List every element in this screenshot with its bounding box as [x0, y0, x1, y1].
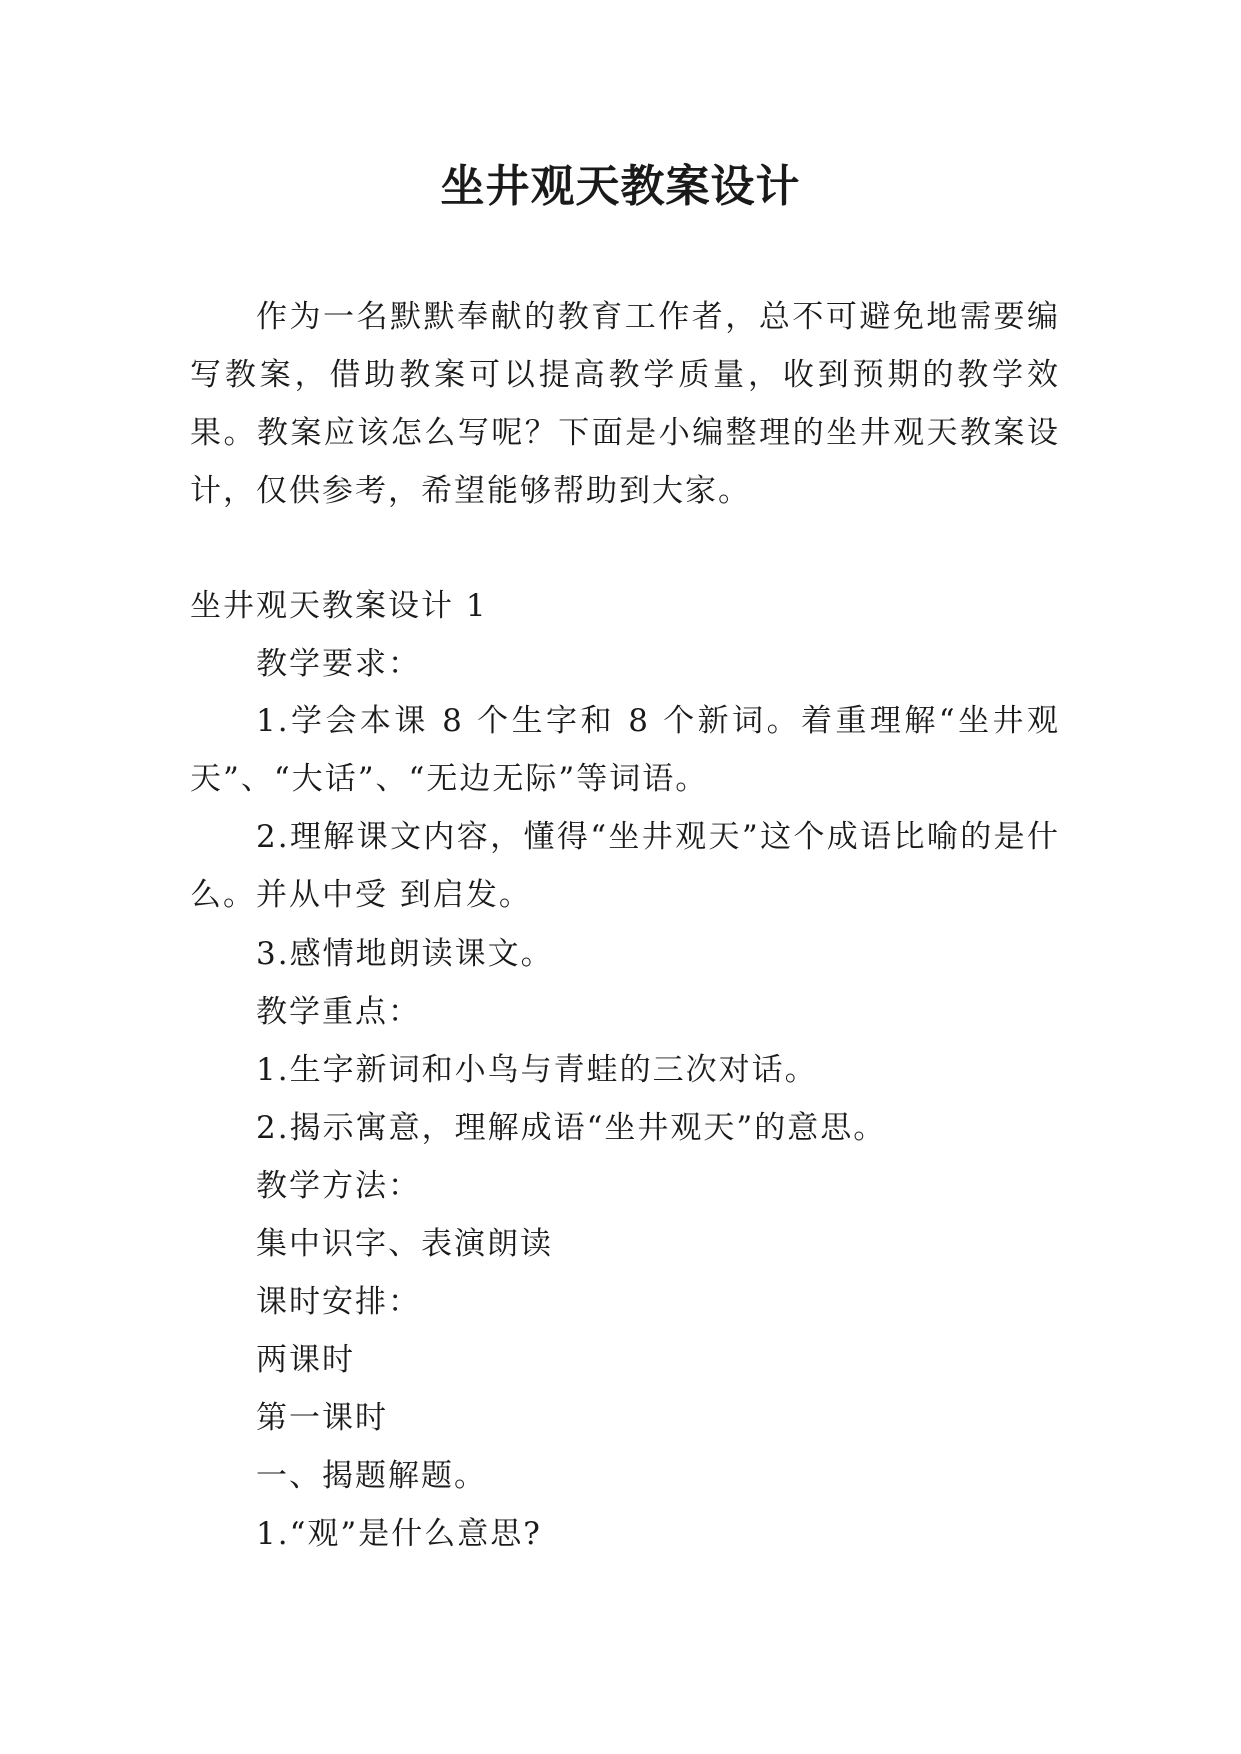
schedule-text: 两课时: [256, 1342, 355, 1378]
page-title: 坐井观天教案设计: [440, 161, 801, 212]
requirements-heading: 教学要求：: [256, 646, 421, 682]
lesson-question-1: 1.“观”是什么意思?: [256, 1516, 542, 1552]
methods-heading: 教学方法：: [256, 1168, 421, 1204]
requirement-item-1: 1.学会本课 8 个生字和 8 个新词。着重理解“坐井观天”、“大话”、“无边无际”等词语。: [190, 703, 1060, 797]
lesson-heading: 第一课时: [256, 1400, 388, 1436]
schedule-heading: 课时安排：: [256, 1284, 421, 1320]
key-point-item-2: 2.揭示寓意，理解成语“坐井观天”的意思。: [256, 1110, 887, 1146]
key-points-heading: 教学重点：: [256, 994, 421, 1030]
lesson-part-1: 一、揭题解题。: [256, 1458, 487, 1494]
requirement-item-2: 2.理解课文内容，懂得“坐井观天”这个成语比喻的是什么。并从中受 到启发。: [190, 819, 1060, 913]
methods-text: 集中识字、表演朗读: [256, 1226, 553, 1262]
key-point-item-1: 1.生字新词和小鸟与青蛙的三次对话。: [256, 1052, 818, 1088]
requirement-item-3: 3.感情地朗读课文。: [256, 936, 554, 972]
intro-paragraph: 作为一名默默奉献的教育工作者，总不可避免地需要编写教案，借助教案可以提高教学质量，收到预期的教学效果。教案应该怎么写呢？下面是小编整理的坐井观天教案设计，仅供参考，希望能够帮助到大家。: [190, 299, 1060, 509]
section-heading: 坐井观天教案设计 1: [190, 588, 488, 624]
